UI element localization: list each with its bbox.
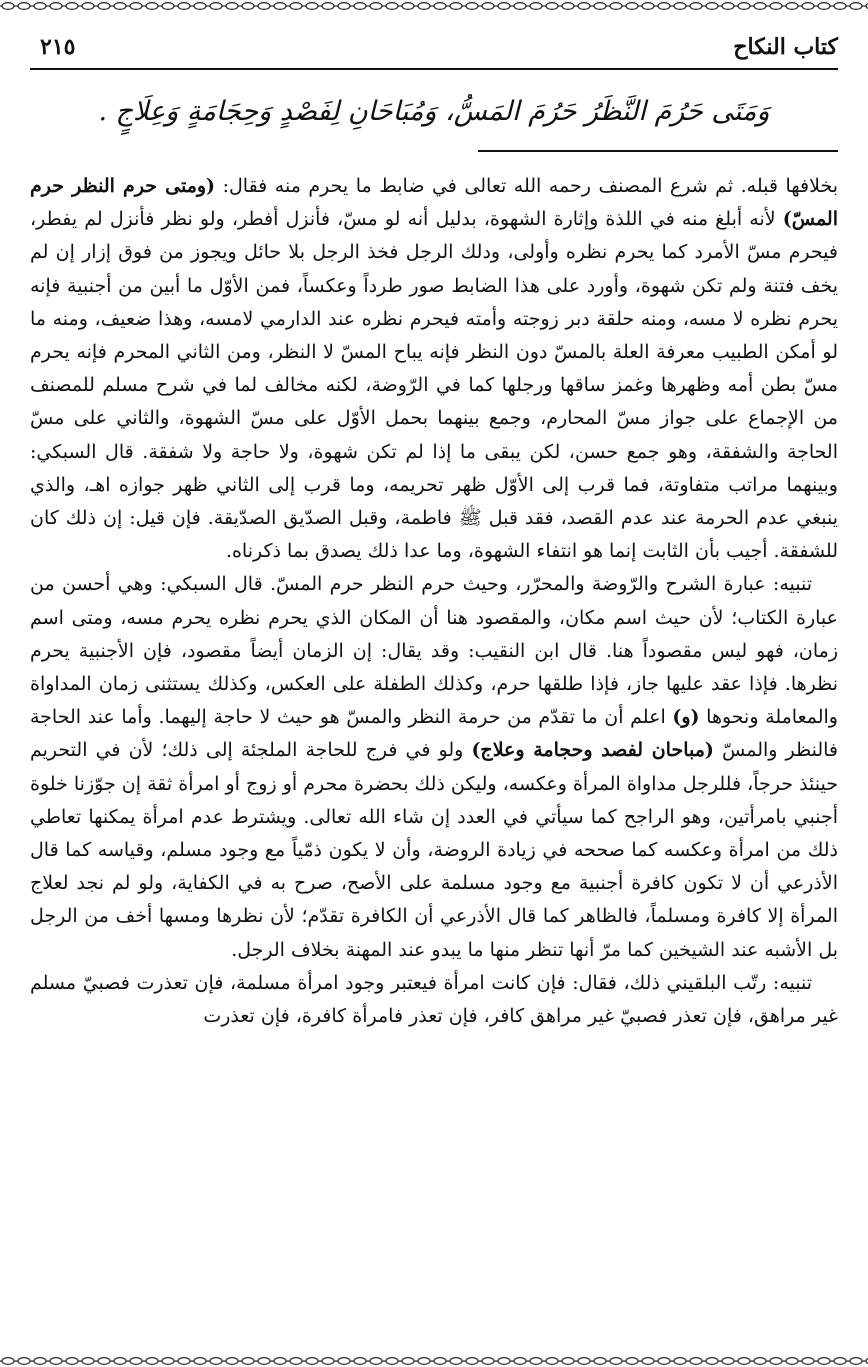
commentary-paragraph: تنبيه: رتّب البلقيني ذلك، فقال: فإن كانت امرأة فيعتبر وجود امرأة مسلمة، فإن تعذرت فصبيّ مسلم غير مراهق، فإن تعذر فصبيّ غير مراهق كافر، فإن تعذر فامرأة كافرة، فإن تعذرت xyxy=(30,971,838,1028)
commentary-paragraph: بخلافها قبله. ثم شرع المصنف رحمه الله تعالى في ضابط ما يحرم منه فقال: (ومتى حرم النظر حرم المسّ) لأنه أبلغ منه في اللذة وإثارة الشهوة، بدليل أنه لو مسّ، فأنزل أفطر، ولو نظر فأنزل لم يفطر، فيحرم مسّ الأمرد كما يحرم نظره وأولى، ودلك الرجل فخذ الرجل بلا حائل ويجوز من فوق إزار إن لم يخف فتنة ولم تكن شهوة، وأورد على هذا الضابط صور طرداً وعكساً، فمن الأوّل ما أبين من أجنبية فإنه يحرم نظره لا مسه، ومنه حلقة دبر زوجته وأمته فيحرم نظره عند الدارمي لامسه، وهذا ضعيف، ومنه ما لو أمكن الطبيب معرفة العلة بالمسّ دون النظر فإنه يباح المسّ لا النظر، ومن الثاني المحرم فإنه يحرم مسّ بطن أمه وظهرها وغمز ساقها ورجلها كما في الرّوضة، لكنه مخالف لما في شرح مسلم للمصنف من الإجماع على جواز مسّ المحارم، وجمع بينهما بحمل الأوّل على مسّ الشهوة، والثاني على مسّ الحاجة والشفقة، وهو جمع حسن، لكن يبقى ما إذا لم تكن شهوة، ولا حاجة ولا شفقة. قال السبكي: وبينهما مراتب متفاوتة، فما قرب إلى الأوّل ظهر تحريمه، وما قرب إلى الثاني ظهر جوازه اهـ، والذي ينبغي عدم الحرمة عند عدم القصد، فقد قبل ﷺ فاطمة، وقبل الصدّيق الصدّيقة. فإن قيل: إن ذلك كان للشفقة. أجيب بأن الثابت إنما هو انتفاء الشهوة، وما عدا ذلك يصدق بما ذكرناه. xyxy=(30,175,838,563)
quoted-matn: (مباحان لفصد وحجامة وعلاج) xyxy=(471,739,714,762)
book-title: كتاب النكاح xyxy=(733,34,838,60)
header-rule xyxy=(30,68,838,70)
matn-text: وَمَتَى حَرُمَ النَّظَرُ حَرُمَ المَسُّ، وَمُبَاحَانِ لِفَصْدٍ وَحِجَامَةٍ وَعِلَاجٍ . xyxy=(98,96,770,127)
commentary-paragraph: تنبيه: عبارة الشرح والرّوضة والمحرّر، وحيث حرم النظر حرم المسّ. قال السبكي: وهي أحسن من عبارة الكتاب؛ لأن حيث اسم مكان، والمقصود هنا أن المكان الذي يحرم نظره يحرم مسه، ومتى اسم زمان، فهو ليس مقصوداً هنا. قال ابن النقيب: وقد يقال: إن الزمان أيضاً مقصود، فإن الأجنبية يحرم نظرها. فإذا عقد عليها جاز، فإذا طلقها حرم، وكذلك الطفلة على العكس، وكذلك يستثنى زمان المداواة والمعاملة ونحوها (و) اعلم أن ما تقدّم من حرمة النظر والمسّ هو حيث لا حاجة إليهما. وأما عند الحاجة فالنظر والمسّ (مباحان لفصد وحجامة وعلاج) ولو في فرج للحاجة الملجئة إلى ذلك؛ لأن في التحريم حينئذ حرجاً، فللرجل مداواة المرأة وعكسه، وليكن ذلك بحضرة محرم أو زوج أو امرأة ثقة إن جوّزنا خلوة أجنبي بامرأتين، وهو الراجح كما سيأتي في العدد إن شاء الله تعالى. ويشترط عدم امرأة يمكنها تعاطي ذلك من امرأة وعكسه كما صححه في زيادة الروضة، وأن لا يكون ذمّياً مع وجود مسلم، وقياسه كما قال الأذرعي أن لا تكون كافرة أجنبية مع وجود مسلمة على الأصح، صرح به في الكفاية، ولو لم نجد لعلاج المرأة إلا كافرة ومسلماً، فالظاهر كما قال الأذرعي أن الكافرة تقدّم؛ لأن نظرها ومسها أخف من الرجل بل الأشبه عند الشيخين كما مرّ أنها تنظر منها ما يبدو عند المهنة بخلاف الرجل. xyxy=(30,573,839,961)
commentary xyxy=(30,170,838,1033)
quoted-matn: (و) xyxy=(672,706,700,729)
matn-separator xyxy=(478,150,838,152)
quoted-matn: (ومتى حرم النظر حرم المسّ) xyxy=(30,175,838,231)
top-border-ornament xyxy=(0,0,868,12)
page-number: ٢١٥ xyxy=(40,34,76,60)
bottom-border-ornament xyxy=(0,1355,868,1367)
page-header xyxy=(30,30,838,66)
